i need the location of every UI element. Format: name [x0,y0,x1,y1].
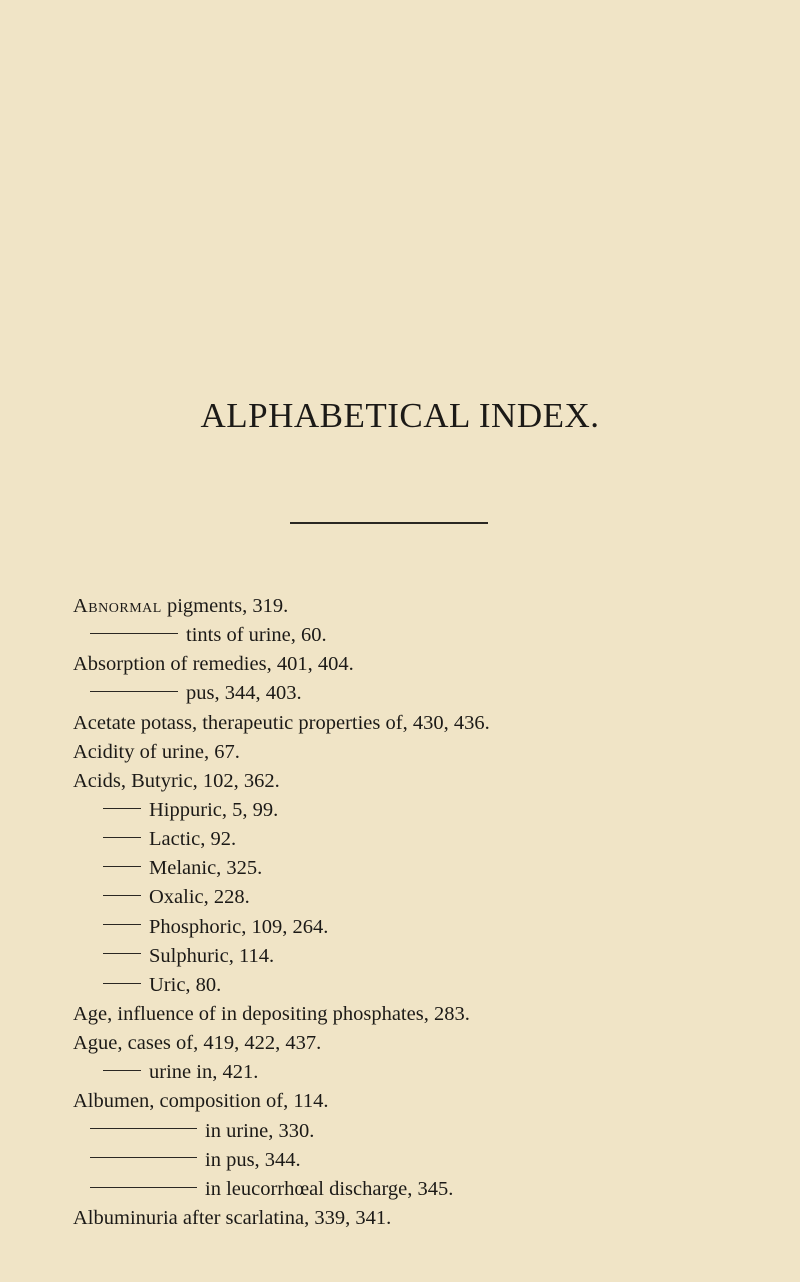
ditto-dash [103,953,141,954]
entry-text: Albumen, composition of, 114. [73,1090,329,1113]
index-entry [73,738,773,767]
index-entry [73,825,773,854]
entry-text: Acids, Butyric, 102, 362. [73,769,280,792]
index-entry [73,1117,773,1146]
entry-text: Albuminuria after scarlatina, 339, 341. [73,1206,392,1229]
index-entry [73,913,773,942]
ditto-dash [90,633,178,634]
entry-text: urine in, 421. [149,1061,259,1084]
ditto-dash [103,808,141,809]
index-entry [73,592,773,621]
entry-text: in urine, 330. [205,1119,315,1142]
entry-text: Oxalic, 228. [149,886,250,909]
entry-text: Acidity of urine, 67. [73,740,240,763]
index-entry [73,679,773,708]
index-entry [73,1058,773,1087]
entry-text: pus, 344, 403. [186,682,302,705]
ditto-dash [90,691,178,692]
entry-text: Age, influence of in depositing phosphates, 283. [73,1002,470,1025]
index-entry [73,942,773,971]
ditto-dash [103,1070,141,1071]
index-entry [73,971,773,1000]
entry-text: in leucorrhœal discharge, 345. [205,1177,454,1200]
ditto-dash [103,866,141,867]
index-entry [73,1087,773,1116]
entry-text: Lactic, 92. [149,828,237,851]
index-entry [73,1175,773,1204]
entry-lead-word: Abnormal [73,595,162,617]
index-entry [73,883,773,912]
index-entry [73,650,773,679]
index-entry [73,709,773,738]
ditto-dash [90,1128,197,1129]
entry-text: Sulphuric, 114. [149,944,275,967]
entry-text: Uric, 80. [149,973,222,996]
ditto-dash [103,895,141,896]
index-entry [73,621,773,650]
entry-text: Ague, cases of, 419, 422, 437. [73,1032,322,1055]
index-entry [73,1000,773,1029]
entry-text: in pus, 344. [205,1148,301,1171]
index-entry [73,1029,773,1058]
index-entry [73,854,773,883]
title-rule [290,522,488,524]
page-title: ALPHABETICAL INDEX. [200,396,600,435]
index-entry [73,1204,773,1233]
entry-text: pigments, 319. [161,595,289,617]
ditto-dash [103,924,141,925]
ditto-dash [90,1157,197,1158]
index-entry [73,1146,773,1175]
entry-text: Acetate potass, therapeutic properties of, 430, 436. [73,711,490,734]
entry-text: Hippuric, 5, 99. [149,798,279,821]
ditto-dash [103,983,141,984]
entry-text: Phosphoric, 109, 264. [149,915,329,938]
entry-text: Absorption of remedies, 401, 404. [73,653,354,676]
entry-text: tints of urine, 60. [186,624,327,647]
index-entry [73,796,773,825]
entry-text: Melanic, 325. [149,857,263,880]
ditto-dash [103,837,141,838]
index-entry [73,767,773,796]
ditto-dash [90,1187,197,1188]
index-entries [73,592,773,1233]
